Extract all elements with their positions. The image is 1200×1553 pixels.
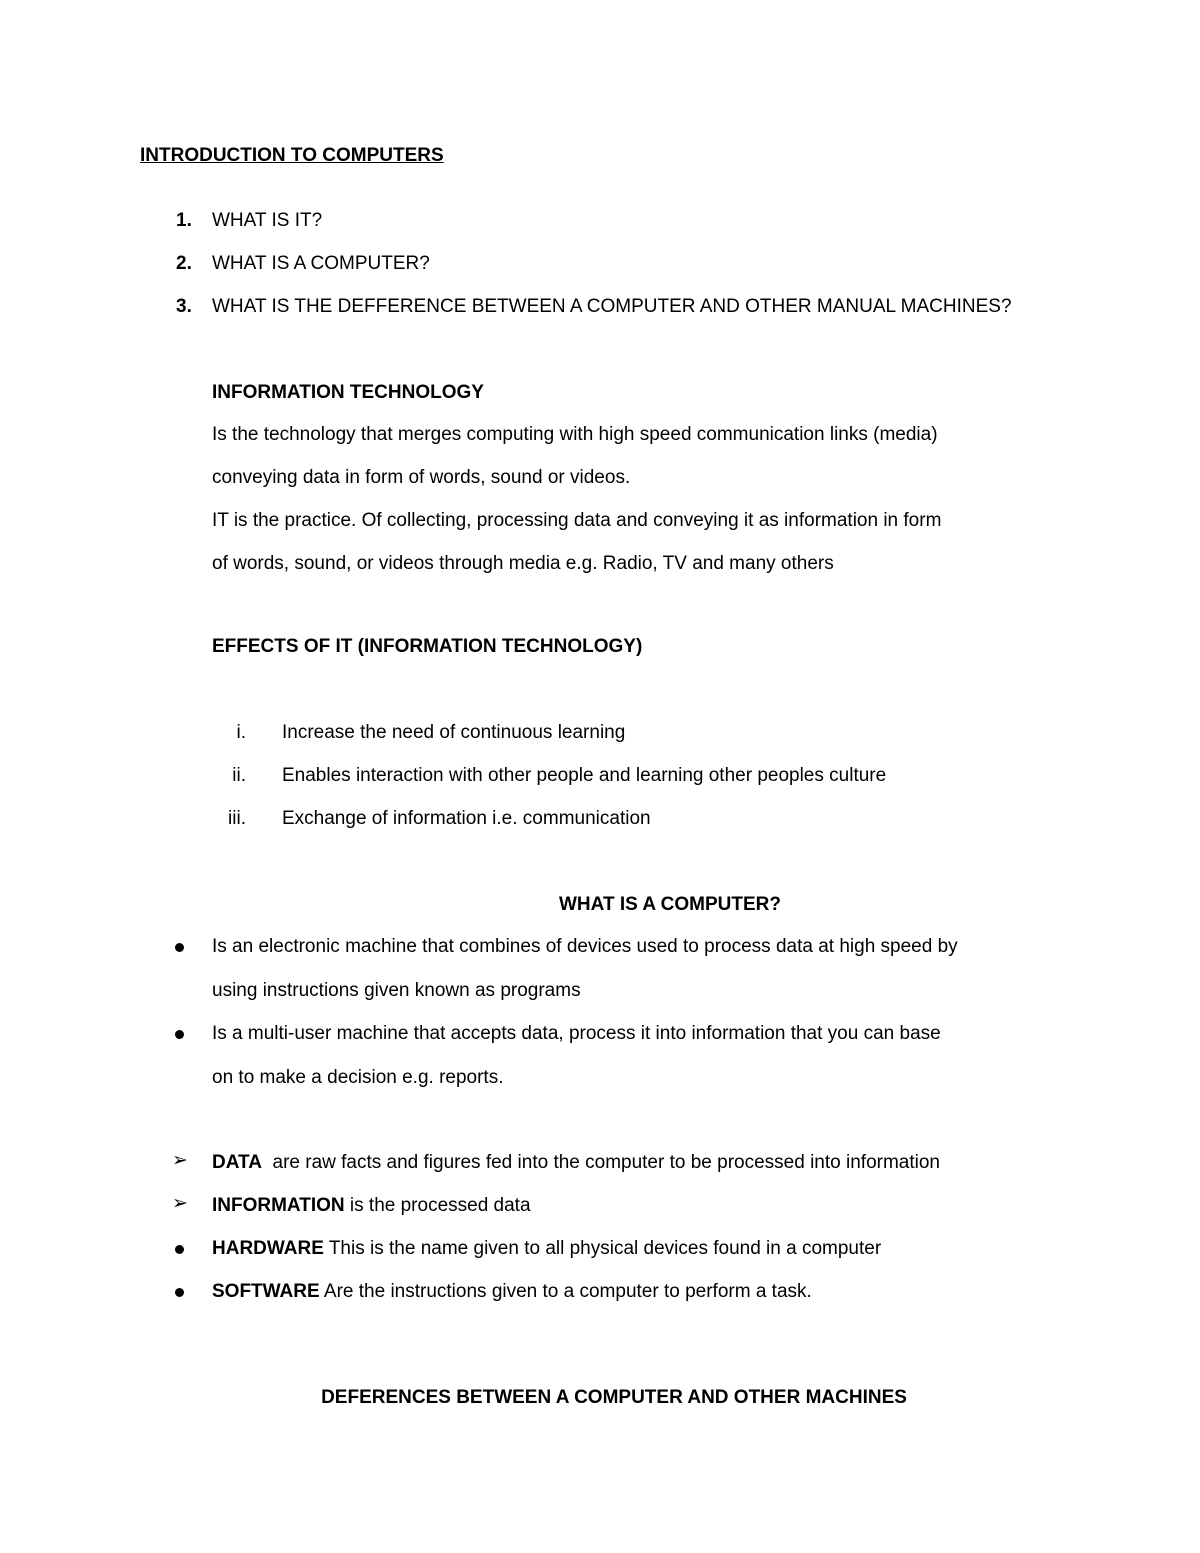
term-item: [212, 1281, 812, 1304]
list-item: Increase the need of continuous learning: [282, 722, 626, 743]
paragraph-line: of words, sound, or videos through media e.g. Radio, TV and many others: [212, 553, 834, 574]
list-number: iii.: [228, 808, 246, 829]
term-label: INFORMATION: [212, 1195, 345, 1216]
paragraph-line: conveying data in form of words, sound or videos.: [212, 467, 631, 488]
question-text: WHAT IS IT?: [212, 210, 323, 231]
question-text: WHAT IS THE DEFFERENCE BETWEEN A COMPUTER AND OTHER MANUAL MACHINES?: [212, 296, 1012, 317]
bullet-text: on to make a decision e.g. reports.: [212, 1067, 504, 1088]
term-definition: Are the instructions given to a computer to perform a task.: [319, 1281, 812, 1302]
bullet-text: using instructions given known as programs: [212, 980, 581, 1001]
arrow-bullet-icon: ➢: [172, 1193, 188, 1214]
differences-heading: DEFERENCES BETWEEN A COMPUTER AND OTHER MACHINES: [321, 1387, 907, 1408]
section-heading: WHAT IS A COMPUTER?: [559, 894, 781, 915]
term-definition: This is the name given to all physical devices found in a computer: [323, 1238, 882, 1259]
section-heading: INFORMATION TECHNOLOGY: [212, 382, 484, 403]
arrow-bullet-icon: ➢: [172, 1150, 188, 1171]
term-definition: is the processed data: [344, 1195, 531, 1216]
question-number: 2.: [176, 253, 192, 274]
bullet-dot: [175, 943, 184, 952]
term-item: [212, 1238, 881, 1261]
bullet-dot: [175, 1245, 184, 1254]
list-number: ii.: [232, 765, 246, 786]
question-text: WHAT IS A COMPUTER?: [212, 253, 430, 274]
term-label: DATA: [212, 1152, 262, 1173]
term-label: HARDWARE: [212, 1238, 324, 1259]
bullet-text: Is a multi-user machine that accepts data, process it into information that you can base: [212, 1023, 941, 1044]
list-number: i.: [236, 722, 246, 743]
question-number: 1.: [176, 210, 192, 231]
list-item: Enables interaction with other people and learning other peoples culture: [282, 765, 887, 786]
list-item: Exchange of information i.e. communication: [282, 808, 651, 829]
bullet-dot: [175, 1030, 184, 1039]
bullet-text: Is an electronic machine that combines of devices used to process data at high speed by: [212, 936, 958, 957]
term-item: [212, 1195, 531, 1218]
term-item: [212, 1152, 940, 1175]
paragraph-line: Is the technology that merges computing with high speed communication links (media): [212, 424, 938, 445]
question-number: 3.: [176, 296, 192, 317]
bullet-dot: [175, 1288, 184, 1297]
term-definition: are raw facts and figures fed into the computer to be processed into information: [261, 1152, 940, 1173]
paragraph-line: IT is the practice. Of collecting, processing data and conveying it as information in form: [212, 510, 942, 531]
page-title: INTRODUCTION TO COMPUTERS: [140, 145, 444, 166]
section-heading: EFFECTS OF IT (INFORMATION TECHNOLOGY): [212, 636, 643, 657]
term-label: SOFTWARE: [212, 1281, 320, 1302]
